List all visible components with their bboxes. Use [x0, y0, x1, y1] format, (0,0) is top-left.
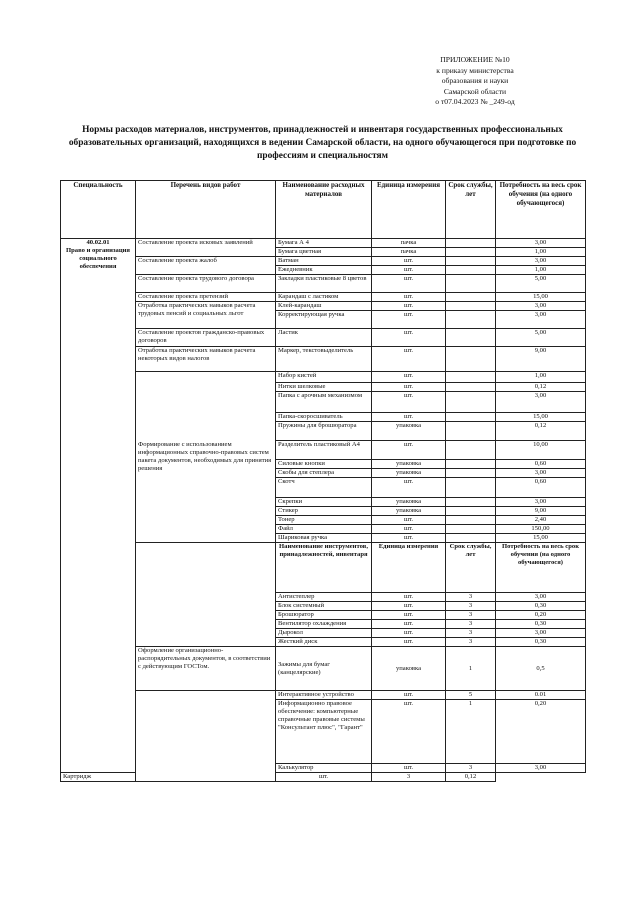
material-need: 5,00: [496, 275, 586, 293]
tools-header-life: Срок службы, лет: [446, 543, 496, 593]
material-unit: шт.: [372, 302, 446, 311]
table-row: [61, 275, 586, 293]
work-cell: Составление проекта претензий: [136, 293, 276, 302]
tool-life: 3: [446, 629, 496, 638]
material-unit: шт.: [372, 478, 446, 498]
tool-name: Вентилятор охлаждения: [276, 620, 372, 629]
material-need: 10,00: [496, 441, 586, 460]
table-row: [61, 329, 586, 347]
tool-unit: шт.: [372, 611, 446, 620]
work-cell: Отработка практических навыков расчета некоторых видов налогов: [136, 347, 276, 372]
work-cell: Составление проекта трудового договора: [136, 275, 276, 293]
material-need: 0,12: [496, 383, 586, 392]
material-unit: шт.: [372, 257, 446, 266]
header-works: Перечень видов работ: [136, 181, 276, 239]
material-need: 5,00: [496, 329, 586, 347]
material-name: Ластик: [276, 329, 372, 347]
tool-life: 3: [446, 638, 496, 647]
tool-name: Жесткий диск: [276, 638, 372, 647]
material-name: Скотч: [276, 478, 372, 498]
material-unit: шт.: [372, 413, 446, 422]
material-name: Карандаш с ластиком: [276, 293, 372, 302]
material-need: 3,00: [496, 239, 586, 248]
material-unit: шт.: [372, 525, 446, 534]
material-name: Маркер, текстовыделитель: [276, 347, 372, 372]
material-name: Стикер: [276, 507, 372, 516]
material-name: Папка с арочным механизмом: [276, 392, 372, 413]
specialty-cell: [61, 239, 136, 773]
appendix-line: образования и науки: [441, 76, 509, 85]
table-row: [61, 257, 586, 266]
material-name: Бумага А 4: [276, 239, 372, 248]
tool-name: Калькулятор: [276, 764, 372, 773]
tool-unit: шт.: [372, 629, 446, 638]
material-name: Пружины для брошюратора: [276, 422, 372, 441]
table-header-row: [61, 181, 586, 239]
specialty-code: 40.02.01: [86, 239, 110, 246]
appendix-line: ПРИЛОЖЕНИЕ №10: [440, 55, 510, 64]
material-name: Ежедневник: [276, 266, 372, 275]
material-unit: шт.: [372, 311, 446, 329]
tool-name: Информационно правовое обеспечение: компьютерные справочные правовые системы "Консультант плюс", "Гарант": [276, 700, 372, 764]
header-specialty: Специальность: [61, 181, 136, 239]
header-need: Потребность на весь срок обучения (на одного обучающегося): [496, 181, 586, 239]
appendix-line: к приказу министерства: [436, 65, 514, 75]
material-need: 3,00: [496, 392, 586, 413]
material-need: 1,00: [496, 248, 586, 257]
table-row: [61, 647, 586, 691]
material-unit: шт.: [372, 383, 446, 392]
tool-unit: шт.: [372, 593, 446, 602]
tool-need: 3,00: [496, 764, 586, 773]
material-unit: шт.: [372, 347, 446, 372]
tools-header-name: Наименование инструментов, принадлежностей, инвентаря: [276, 543, 372, 593]
tool-life: 3: [446, 602, 496, 611]
tool-unit: шт.: [372, 620, 446, 629]
material-need: 15,00: [496, 413, 586, 422]
material-unit: шт.: [372, 329, 446, 347]
material-name: Скрепки: [276, 498, 372, 507]
material-unit: шт.: [372, 441, 446, 460]
material-unit: пачка: [372, 248, 446, 257]
material-unit: шт.: [372, 372, 446, 383]
tool-need: 0,5: [496, 647, 586, 691]
norms-table: [60, 180, 586, 782]
tool-life: 3: [372, 773, 446, 782]
material-need: 15,00: [496, 534, 586, 543]
material-name: Тонер: [276, 516, 372, 525]
tool-unit: шт.: [276, 773, 372, 782]
material-need: 0,12: [496, 422, 586, 441]
material-need: 2,40: [496, 516, 586, 525]
material-unit: упаковка: [372, 507, 446, 516]
material-unit: шт.: [372, 266, 446, 275]
tools-header-row: [61, 543, 586, 593]
work-cell: Формирование с использованием информационных справочно-правовых систем пакета документов, необходимых для принятия решения: [136, 372, 276, 543]
tool-name: Блок системный: [276, 602, 372, 611]
table-row: [61, 691, 586, 700]
appendix-block: [410, 55, 540, 108]
tool-need: 3,00: [496, 629, 586, 638]
tool-name: Интерактивное устройство: [276, 691, 372, 700]
material-need: 0,60: [496, 460, 586, 469]
material-name: Закладки пластиковые 8 цветов: [276, 275, 372, 293]
material-need: 9,00: [496, 347, 586, 372]
tool-unit: шт.: [372, 700, 446, 764]
material-unit: шт.: [372, 275, 446, 293]
tool-need: 0,30: [496, 620, 586, 629]
work-cell: Оформление организационно-распорядительных документов, в соответствии с действующим ГОСТом.: [136, 647, 276, 691]
table-row: [61, 347, 586, 372]
material-name: Силовые кнопки: [276, 460, 372, 469]
material-unit: шт.: [372, 534, 446, 543]
tool-name: Дырокол: [276, 629, 372, 638]
material-name: Нитки шелковые: [276, 383, 372, 392]
tool-name: Зажимы для бумаг (канцелярские): [276, 647, 372, 691]
work-cell: Составление проекта жалоб: [136, 257, 276, 275]
material-name: Клей-карандаш: [276, 302, 372, 311]
tool-name: Антистеплер: [276, 593, 372, 602]
table-row: [61, 293, 586, 302]
material-need: 0,60: [496, 478, 586, 498]
material-unit: упаковка: [372, 460, 446, 469]
tool-name: Картридж: [61, 773, 136, 782]
document-title: Нормы расходов материалов, инструментов, принадлежностей и инвентаря государственных профессиональных образовательных организаций, находящихся в ведении Самарской области, на одного обучающегося при подготовке по профессиям и специальностям: [68, 125, 577, 161]
material-need: 3,00: [496, 498, 586, 507]
tools-header-need: Потребность на весь срок обучения (на одного обучающегося): [496, 543, 586, 593]
tools-header-unit: Единица измерения: [372, 543, 446, 593]
material-need: 1,00: [496, 266, 586, 275]
material-name: Разделитель пластиковый А4: [276, 441, 372, 460]
tool-life: 1: [446, 700, 496, 764]
material-unit: шт.: [372, 392, 446, 413]
specialty-name: Право и организация социального обеспечения: [66, 247, 130, 270]
material-need: 3,00: [496, 257, 586, 266]
material-need: 1,00: [496, 372, 586, 383]
table-row: [61, 239, 586, 248]
material-unit: пачка: [372, 239, 446, 248]
tool-unit: шт.: [372, 638, 446, 647]
material-unit: упаковка: [372, 498, 446, 507]
appendix-line: Самарской области: [443, 86, 507, 96]
tool-unit: шт.: [372, 691, 446, 700]
appendix-line: о т07.04.2023 № _249-од: [435, 97, 515, 106]
tool-unit: шт.: [372, 764, 446, 773]
material-need: 9,00: [496, 507, 586, 516]
material-need: 150,00: [496, 525, 586, 534]
tool-need: 0,12: [446, 773, 496, 782]
tool-need: 0,20: [496, 611, 586, 620]
header-service-life: Срок службы, лет: [446, 181, 496, 239]
work-cell: Отработка практических навыков расчета трудовых пенсий и социальных льгот: [136, 302, 276, 329]
tool-need: 0,20: [496, 700, 586, 764]
tool-need: 0,30: [496, 602, 586, 611]
tool-life: 3: [446, 620, 496, 629]
material-need: 3,00: [496, 469, 586, 478]
tool-need: 3,00: [496, 593, 586, 602]
table-row: [61, 372, 586, 383]
material-need: 15,00: [496, 293, 586, 302]
material-name: Скобы для степлера: [276, 469, 372, 478]
tool-unit: упаковка: [372, 647, 446, 691]
tool-life: 3: [446, 764, 496, 773]
material-name: Файл: [276, 525, 372, 534]
tool-name: Брошюратор: [276, 611, 372, 620]
tool-need: 0,30: [496, 638, 586, 647]
work-cell: Составление проекта исковых заявлений: [136, 239, 276, 257]
tool-unit: шт.: [372, 602, 446, 611]
material-need: 3,00: [496, 311, 586, 329]
tool-life: 3: [446, 611, 496, 620]
work-cell: Составление проектов гражданско-правовых договоров: [136, 329, 276, 347]
material-unit: упаковка: [372, 469, 446, 478]
tool-life: 5: [446, 691, 496, 700]
material-name: Ватман: [276, 257, 372, 266]
material-name: Бумага цветная: [276, 248, 372, 257]
tool-need: 0.01: [496, 691, 586, 700]
material-name: Набор кистей: [276, 372, 372, 383]
material-name: Папка-скоросшиватель: [276, 413, 372, 422]
header-unit: Единица измерения: [372, 181, 446, 239]
material-unit: шт.: [372, 293, 446, 302]
table-row: [61, 302, 586, 311]
material-name: Корректирующая ручка: [276, 311, 372, 329]
tool-life: 3: [446, 593, 496, 602]
material-name: Шариковая ручка: [276, 534, 372, 543]
header-material-name: Наименование расходных материалов: [276, 181, 372, 239]
material-need: 3,00: [496, 302, 586, 311]
tool-life: 1: [446, 647, 496, 691]
material-unit: упаковка: [372, 422, 446, 441]
material-unit: шт.: [372, 516, 446, 525]
